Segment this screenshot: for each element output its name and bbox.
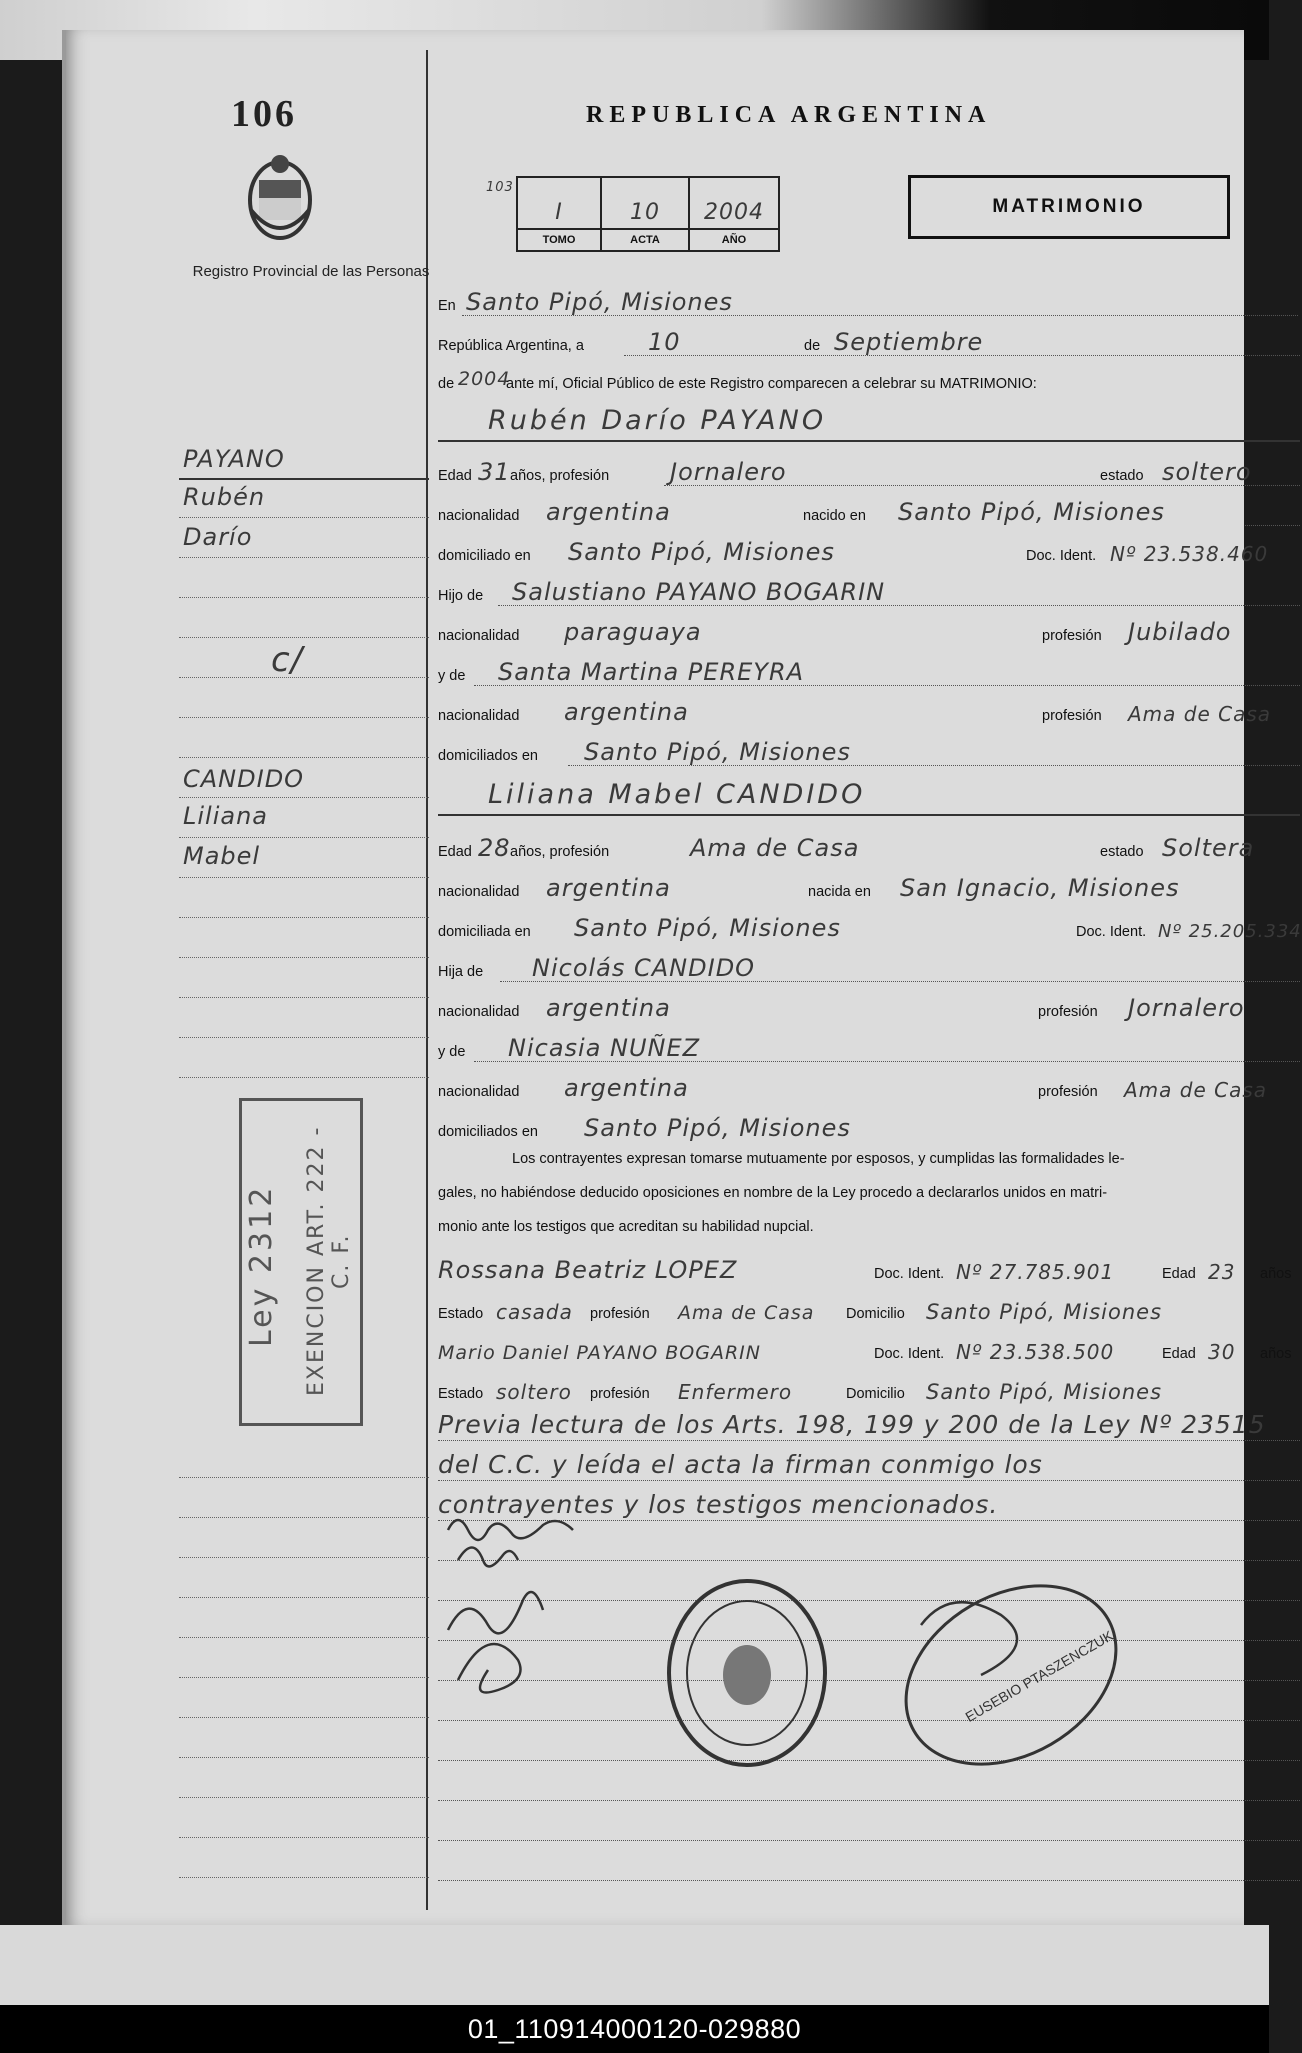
bride-parents-domicile-row: domiciliados en Santo Pipó, Misiones: [438, 1114, 851, 1142]
bride-full-name: Liliana Mabel CANDIDO: [488, 779, 866, 810]
delegate-stamp-icon: [891, 1555, 1131, 1777]
groom-mother-row: y de Santa Martina PEREYRA: [438, 650, 1300, 690]
registry-label: Registro Provincial de las Personas: [192, 263, 430, 280]
groom-age-row: Edad 31 años, profesión Jornalero estado soltero: [438, 450, 1300, 490]
groom-parents-domicile-row: domiciliados en Santo Pipó, Misiones: [438, 730, 1300, 770]
round-seal-icon: [663, 1575, 831, 1771]
ano-value: 2004: [704, 200, 764, 225]
margin-line: [179, 1840, 429, 1878]
groom-surname: PAYANO: [183, 445, 285, 473]
margin-line: [179, 1440, 429, 1478]
day-value: 10: [648, 328, 681, 356]
margin-line: [179, 880, 429, 918]
bride-father-row: Hija de Nicolás CANDIDO: [438, 946, 1300, 986]
separator-mark: c/: [271, 640, 304, 680]
margin-line: [179, 680, 429, 718]
background-bottom: [0, 1925, 1269, 2005]
document-page: [62, 30, 1302, 1925]
tomo-label: TOMO: [518, 228, 600, 250]
tomo-cell: [518, 178, 602, 250]
margin-line: [179, 1760, 429, 1798]
witness2-row: Mario Daniel PAYANO BOGARIN Doc. Ident. Nº 23.538.500 Edad 30 años: [438, 1340, 1292, 1364]
declaration-paragraph: Los contrayentes expresan tomarse mutuamente por esposos, y cumplidas las formalidades le- gales, no habiéndose deducido oposiciones en nombre de la Ley procedo a declararlos unidos en matri- monio ante los testigos que acreditan su habilidad nupcial.: [438, 1151, 1125, 1235]
stamp-exemption: EXENCION ART. 222 - C. F.: [304, 1125, 354, 1397]
witness1-row: Rossana Beatriz LOPEZ Doc. Ident. Nº 27.785.901 Edad 23 años: [438, 1256, 1292, 1284]
bride-surname: CANDIDO: [183, 765, 305, 793]
margin-line: [179, 1000, 429, 1038]
bride-name-row: [438, 774, 1300, 814]
margin-line: [179, 1600, 429, 1638]
stamp-law: Ley 2312: [244, 1184, 279, 1348]
groom-mother-nat-row: nacionalidad argentina profesión Ama de Casa: [438, 698, 1272, 726]
acta-table: [516, 176, 780, 252]
margin-line: [179, 640, 429, 678]
margin-line: [179, 600, 429, 638]
ano-label: AÑO: [690, 228, 778, 250]
coat-of-arms-icon: [241, 150, 319, 246]
margin-line: [179, 1520, 429, 1558]
groom-father-row: Hijo de Salustiano PAYANO BOGARIN: [438, 570, 1300, 610]
year-row: de 2004 ante mí, Oficial Público de este Registro comparecen a celebrar su MATRIMONIO:: [438, 368, 1037, 392]
groom-domicile-row: domiciliado en Santo Pipó, Misiones Doc. Ident. Nº 23.538.460: [438, 538, 1269, 566]
groom-name-1: Rubén: [183, 483, 266, 511]
closing-line-1: Previa lectura de los Arts. 198, 199 y 200 de la Ley Nº 23515: [438, 1410, 1266, 1439]
bride-nationality-row: nacionalidad argentina nacida en San Ignacio, Misiones: [438, 874, 1180, 902]
groom-full-name: Rubén Darío PAYANO: [488, 405, 827, 436]
folio-number: 106: [231, 93, 297, 135]
groom-nationality-row: nacionalidad argentina nacido en Santo Pipó, Misiones: [438, 490, 1300, 530]
margin-line: [179, 560, 429, 598]
groom-father-nat-row: nacionalidad paraguaya profesión Jubilado: [438, 618, 1232, 646]
bride-father-nat-row: nacionalidad argentina profesión Jornalero: [438, 994, 1245, 1022]
margin-line: [179, 1800, 429, 1838]
place-row: En Santo Pipó, Misiones: [438, 280, 1300, 320]
closing-line-3: contrayentes y los testigos mencionados.: [438, 1490, 999, 1519]
acta-value: 10: [630, 200, 660, 225]
margin-line: [179, 960, 429, 998]
acta-label: ACTA: [602, 228, 688, 250]
margin-column: [91, 50, 428, 1910]
margin-line: [179, 1480, 429, 1518]
svg-text:EUSEBIO PTASZENCZUK: EUSEBIO PTASZENCZUK: [962, 1627, 1116, 1725]
margin-line: [179, 1640, 429, 1678]
bride-name-1: Liliana: [183, 802, 268, 830]
bride-mother-row: y de Nicasia NUÑEZ: [438, 1026, 1300, 1066]
bride-mother-nat-row: nacionalidad argentina profesión Ama de Casa: [438, 1074, 1268, 1102]
bride-name-2: Mabel: [183, 842, 261, 870]
ano-cell: [690, 178, 778, 250]
witness1-detail-row: Estado casada profesión Ama de Casa Domicilio Santo Pipó, Misiones: [438, 1300, 1163, 1324]
exemption-stamp: [239, 1098, 363, 1426]
margin-line: [179, 1560, 429, 1598]
margin-line: [179, 1040, 429, 1078]
bride-age-row: Edad 28 años, profesión Ama de Casa estado Soltera: [438, 834, 1255, 862]
margin-line: [179, 920, 429, 958]
closing-line-2: del C.C. y leída el acta la firman conmigo los: [438, 1450, 1043, 1479]
scan-id-footer: 01_110914000120-029880: [0, 2005, 1269, 2053]
acta-cell: [602, 178, 690, 250]
year-value: 2004: [458, 368, 511, 390]
groom-name-2: Darío: [183, 523, 253, 551]
matrimonio-box: MATRIMONIO: [908, 175, 1230, 239]
reference-mark: 103: [486, 180, 514, 195]
witness2-detail-row: Estado soltero profesión Enfermero Domicilio Santo Pipó, Misiones: [438, 1380, 1163, 1404]
margin-line: [179, 1680, 429, 1718]
month-value: Septiembre: [834, 328, 984, 356]
groom-name-row: [438, 400, 1300, 440]
place-value: Santo Pipó, Misiones: [466, 288, 733, 316]
margin-line: [179, 1720, 429, 1758]
document-title: REPUBLICA ARGENTINA: [586, 102, 992, 128]
bride-domicile-row: domiciliada en Santo Pipó, Misiones Doc. Ident. Nº 25.205.334: [438, 914, 1302, 942]
date-row: República Argentina, a 10 de Septiembre: [438, 320, 1300, 360]
tomo-value: I: [555, 200, 563, 225]
margin-line: [179, 720, 429, 758]
